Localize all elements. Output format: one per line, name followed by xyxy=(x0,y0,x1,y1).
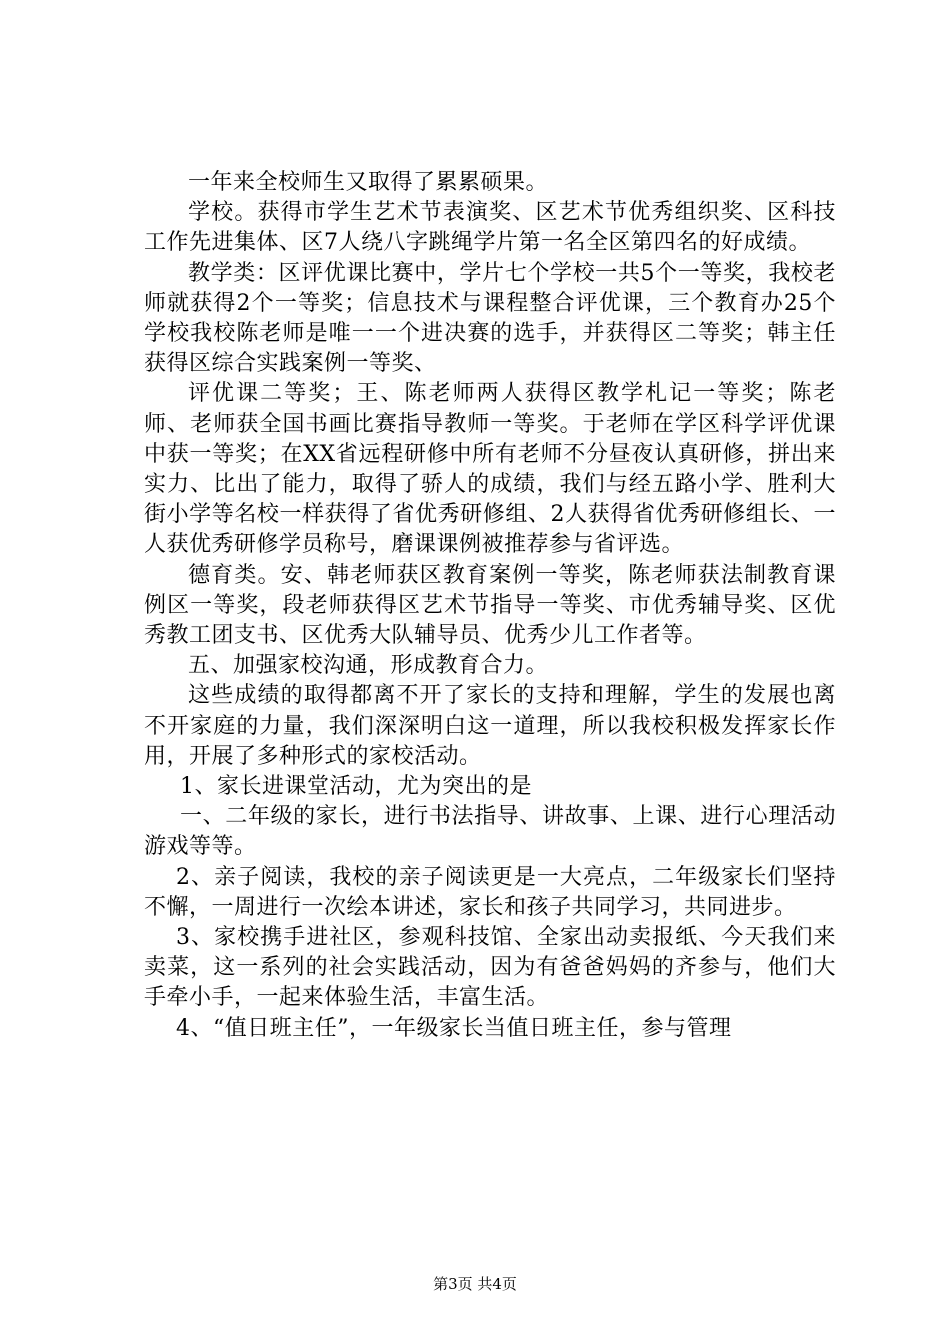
paragraph-5: 德育类。安、韩老师获区教育案例一等奖，陈老师获法制教育课例区一等奖，段老师获得区艺术节指导一等奖、市优秀辅导奖、区优秀教工团支书、区优秀大队辅导员、优秀少儿工作者等。 xyxy=(144,562,836,649)
paragraph-12: 4、“值日班主任”，一年级家长当值日班主任，参与管理 xyxy=(176,1015,732,1041)
paragraph-3: 教学类：区评优课比赛中，学片七个学校一共5个一等奖，我校老师就获得2个一等奖；信息技术与课程整合评优课，三个教育办25个学校我校陈老师是唯一一个进决赛的选手，并获得区二等奖；韩主任获得区综合实践案例一等奖、 xyxy=(144,260,836,377)
paragraph-7: 这些成绩的取得都离不开了家长的支持和理解，学生的发展也离不开家庭的力量，我们深深明白这一道理，所以我校积极发挥家长作用，开展了多种形式的家校活动。 xyxy=(144,683,836,769)
paragraph-1: 一年来全校师生又取得了累累硕果。 xyxy=(188,170,549,195)
paragraph-6: 五、加强家校沟通，形成教育合力。 xyxy=(188,653,549,679)
paragraph-10: 2、亲子阅读，我校的亲子阅读更是一大亮点，二年级家长们坚持不懈，一周进行一次绘本讲述，家长和孩子共同学习，共同进步。 xyxy=(144,864,836,920)
paragraph-11: 3、家校携手进社区，参观科技馆、全家出动卖报纸、今天我们来卖菜，这一系列的社会实践活动，因为有爸爸妈妈的齐参与，他们大手牵小手，一起来体验生活，丰富生活。 xyxy=(144,925,836,1011)
document-body xyxy=(144,168,836,1044)
paragraph-9: 一、二年级的家长，进行书法指导、讲故事、上课、进行心理活动游戏等等。 xyxy=(144,804,836,860)
paragraph-4: 评优课二等奖；王、陈老师两人获得区教学札记一等奖；陈老师、老师获全国书画比赛指导教师一等奖。于老师在学区科学评优课中获一等奖；在XX省远程研修中所有老师不分昼夜认真研修，拼出来实力、比出了能力，取得了骄人的成绩，我们与经五路小学、胜利大街小学等名校一样获得了省优秀研修组、2人获得省优秀研修组长、一人获优秀研修学员称号，磨课课例被推荐参与省评选。 xyxy=(144,381,836,558)
paragraph-8: 1、家长进课堂活动，尤为突出的是 xyxy=(180,774,532,800)
page-number-footer: 第3页 共4页 xyxy=(433,1275,517,1293)
paragraph-2: 学校。获得市学生艺术节表演奖、区艺术节优秀组织奖、区科技工作先进集体、区7人绕八字跳绳学片第一名全区第四名的好成绩。 xyxy=(144,200,836,256)
